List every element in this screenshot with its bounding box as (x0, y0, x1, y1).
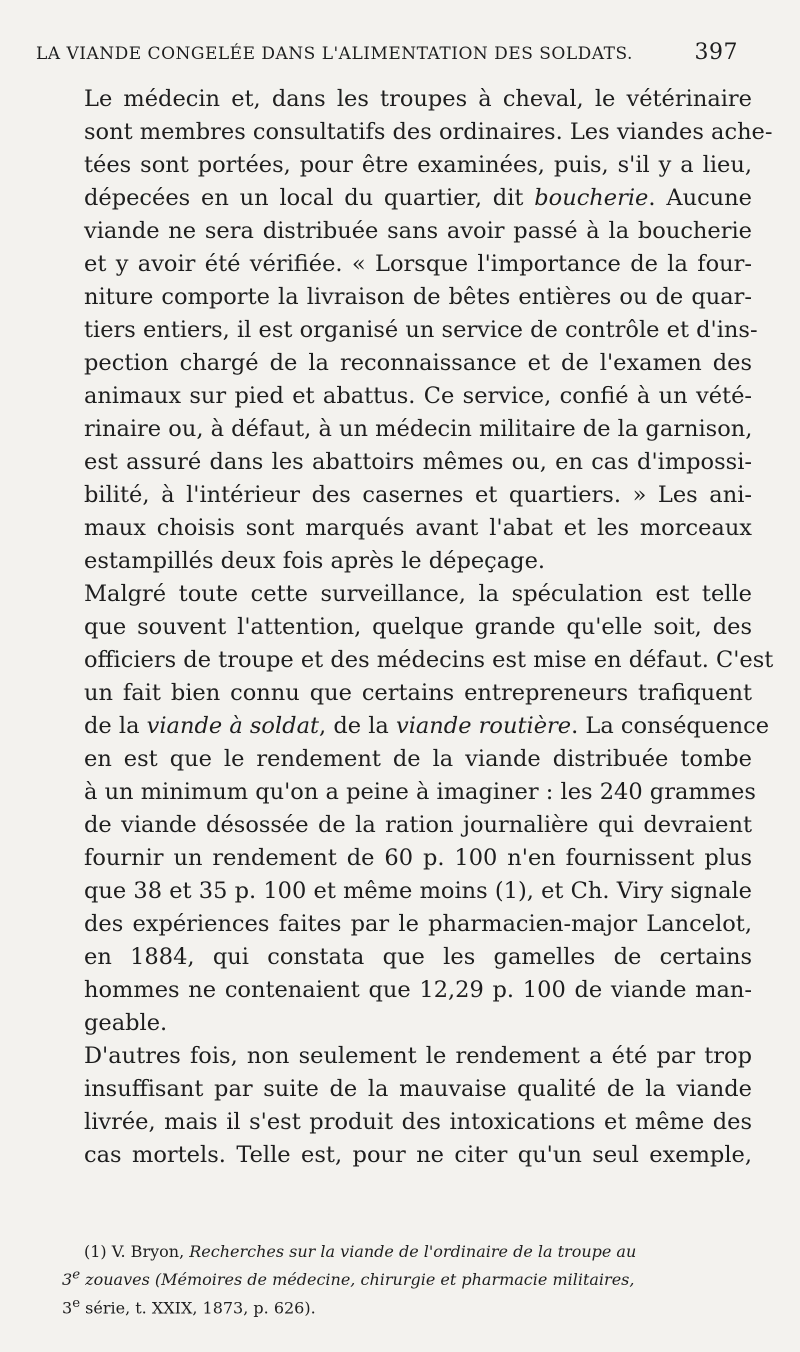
text-run: . Aucune (648, 185, 752, 211)
text-line: et y avoir été vérifiée. « Lorsque l'importance de la four- (84, 251, 752, 277)
text-line: D'autres fois, non seulement le rendement a été par trop (84, 1043, 752, 1069)
text-line: un fait bien connu que certains entrepreneurs trafiquent (84, 680, 752, 706)
main-text (62, 83, 774, 1172)
text-line: que souvent l'attention, quelque grande qu'elle soit, des (84, 614, 752, 640)
running-title: LA VIANDE CONGELÉE DANS L'ALIMENTATION DES SOLDATS. (36, 44, 633, 64)
text-line: livrée, mais il s'est produit des intoxications et même des (84, 1109, 752, 1135)
italic-title: Recherches sur la viande de l'ordinaire de la troupe au (189, 1242, 637, 1261)
text-line: tiers entiers, il est organisé un service de contrôle et d'ins- (84, 317, 758, 343)
footnote (62, 1240, 752, 1321)
text-line: fournir un rendement de 60 p. 100 n'en fournissent plus (84, 845, 752, 871)
italic-term: viande à soldat (146, 713, 320, 739)
text-run: série, t. XXIX, 1873, p. 626). (80, 1298, 316, 1318)
text-line: rinaire ou, à défaut, à un médecin militaire de la garnison, (84, 416, 753, 442)
paragraph-1 (62, 83, 773, 578)
text-line: hommes ne contenaient que 12,29 p. 100 de viande man- (84, 977, 752, 1003)
text-run: de la (84, 713, 147, 739)
text-line: est assuré dans les abattoirs mêmes ou, en cas d'impossi- (84, 449, 752, 475)
text-run: 3 (62, 1270, 73, 1290)
text-run: 3 (62, 1298, 73, 1318)
italic-term: boucherie (534, 185, 649, 211)
text-line: Malgré toute cette surveillance, la spéculation est telle (84, 581, 752, 607)
text-line: en 1884, qui constata que les gamelles de certains (84, 944, 752, 970)
text-line: insuffisant par suite de la mauvaise qualité de la viande (84, 1076, 752, 1102)
text-line: Le médecin et, dans les troupes à cheval, le vétérinaire (84, 86, 752, 112)
text-line: à un minimum qu'on a peine à imaginer : les 240 grammes (84, 779, 756, 805)
text-line: geable. (84, 1010, 168, 1036)
text-line: animaux sur pied et abattus. Ce service, confié à un vété- (84, 383, 752, 409)
text-line: estampillés deux fois après le dépeçage. (84, 548, 546, 574)
text-line: que 38 et 35 p. 100 et même moins (1), et Ch. Viry signale (84, 878, 752, 904)
running-header (36, 40, 738, 65)
italic-term: viande routière (395, 713, 572, 739)
text-run: . La conséquence (571, 713, 770, 739)
text-run: zouaves (Mémoires de médecine, chirurgie et pharmacie militaires, (80, 1270, 635, 1290)
paragraph-2 (62, 578, 774, 1040)
footnote-line (62, 1292, 752, 1320)
superscript: e (72, 1296, 81, 1312)
text-run: , de la (319, 713, 396, 739)
text-line: cas mortels. Telle est, pour ne citer qu'un seul exemple, (84, 1142, 752, 1168)
text-line: officiers de troupe et des médecins est mise en défaut. C'est (84, 647, 774, 673)
text-line: des expériences faites par le pharmacien-major Lancelot, (84, 911, 752, 937)
footnote-line (62, 1264, 752, 1292)
text-line: pection chargé de la reconnaissance et de l'examen des (84, 350, 752, 376)
text-line: de viande désossée de la ration journalière qui devraient (84, 812, 752, 838)
text-line (62, 710, 770, 743)
text-line: bilité, à l'intérieur des casernes et quartiers. » Les ani- (84, 482, 752, 508)
paragraph-3 (62, 1040, 752, 1172)
text-line: tées sont portées, pour être examinées, puis, s'il y a lieu, (84, 152, 752, 178)
text-line: en est que le rendement de la viande distribuée tombe (84, 746, 752, 772)
text-line: viande ne sera distribuée sans avoir passé à la boucherie (84, 218, 752, 244)
superscript: e (72, 1268, 81, 1283)
text-line: maux choisis sont marqués avant l'abat et les morceaux (84, 515, 752, 541)
text-run: (1) V. Bryon, (84, 1242, 190, 1261)
text-line (62, 182, 752, 215)
text-run: dépecées en un local du quartier, dit (84, 185, 535, 211)
footnote-line (62, 1240, 752, 1264)
text-line: sont membres consultatifs des ordinaires. Les viandes ache- (84, 119, 773, 145)
text-line: niture comporte la livraison de bêtes entières ou de quar- (84, 284, 752, 310)
page-number: 397 (694, 40, 738, 65)
